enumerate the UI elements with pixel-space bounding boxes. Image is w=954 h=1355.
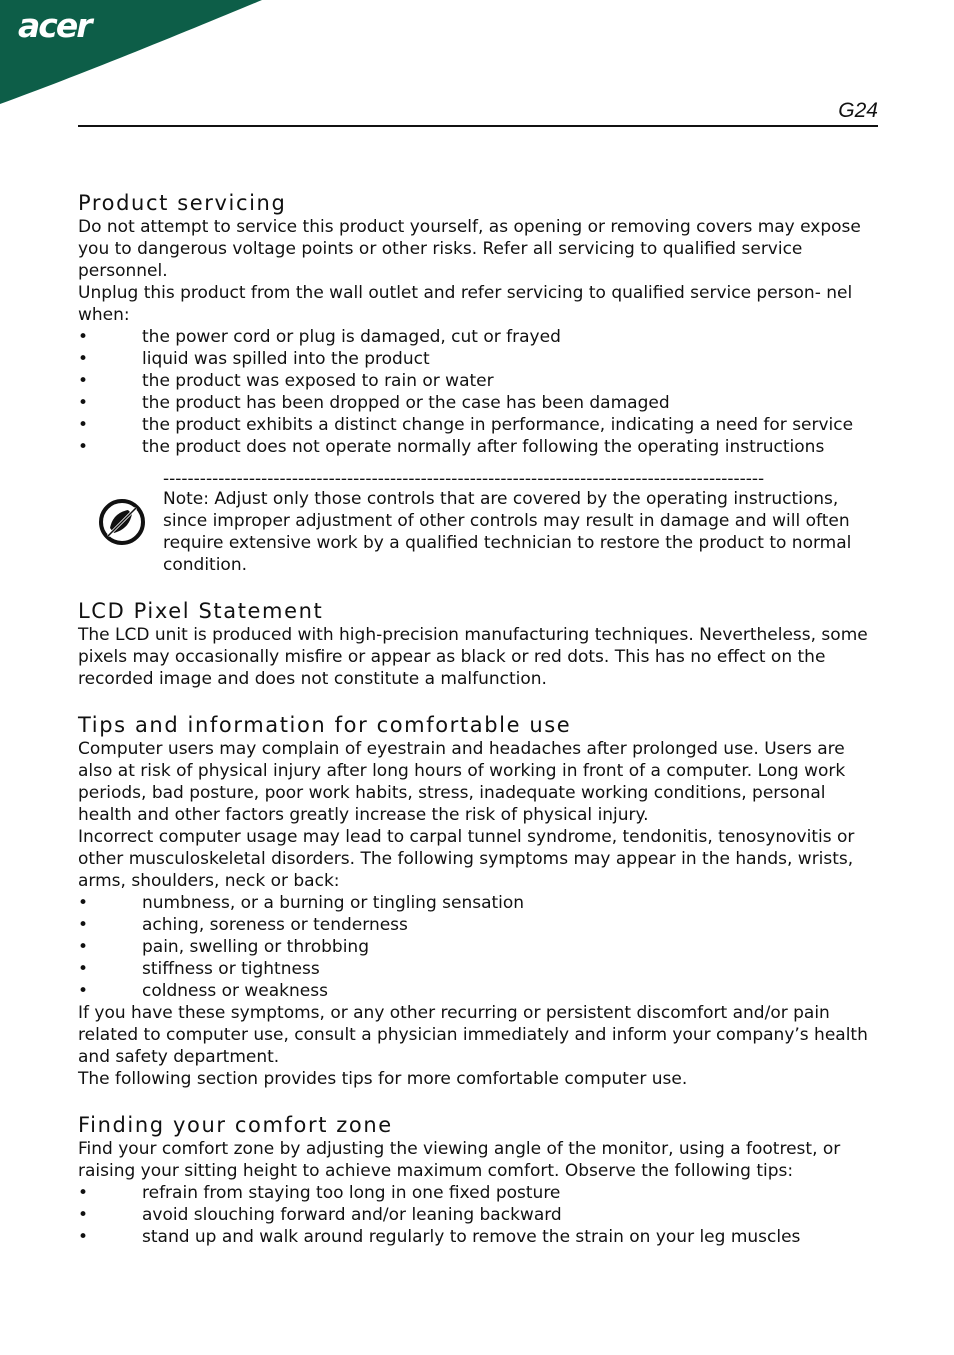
list-item-text: stiffness or tightness xyxy=(142,959,320,979)
paragraph: Find your comfort zone by adjusting the viewing angle of the monitor, using a footrest, or raising your sitting height to achieve maximum comfort. Observe the following tips: xyxy=(78,1139,841,1181)
bullet-glyph: • xyxy=(78,415,89,435)
list-item xyxy=(78,1204,878,1226)
list-item-text: stand up and walk around regularly to remove the strain on your leg muscles xyxy=(142,1227,801,1247)
note-separator: -------------------------------------------------------------------------------------------------- xyxy=(163,470,765,488)
note-box xyxy=(78,470,878,576)
list-item-text: coldness or weakness xyxy=(142,981,328,1001)
list-item xyxy=(78,348,878,370)
section-gap xyxy=(78,1090,878,1112)
list-item-text: the power cord or plug is damaged, cut or frayed xyxy=(142,327,561,347)
list-item xyxy=(78,392,878,414)
bullet-glyph: • xyxy=(78,393,89,413)
paragraph: Incorrect computer usage may lead to carpal tunnel syndrome, tendonitis, tenosynovitis or other musculoskeletal disorders. The following symptoms may appear in the hands, wrists, arms, shoulders, neck or back: xyxy=(78,827,855,891)
bullet-list xyxy=(78,1182,878,1248)
list-item xyxy=(78,1182,878,1204)
list-item-text: avoid slouching forward and/or leaning backward xyxy=(142,1205,562,1225)
list-item xyxy=(78,370,878,392)
section-lcd-pixel-statement xyxy=(78,598,878,690)
paragraph: If you have these symptoms, or any other recurring or persistent discomfort and/or pain related to computer use, consult a physician immediately and inform your company’s health and safety department. xyxy=(78,1003,868,1067)
list-item xyxy=(78,936,878,958)
list-item-text: pain, swelling or throbbing xyxy=(142,937,369,957)
section-comfortable-use xyxy=(78,712,878,1090)
bullet-glyph: • xyxy=(78,937,89,957)
bullet-glyph: • xyxy=(78,1183,89,1203)
section-comfort-zone xyxy=(78,1112,878,1248)
paragraph: Unplug this product from the wall outlet and refer servicing to qualified service person- nel when: xyxy=(78,283,853,325)
paragraph: Computer users may complain of eyestrain and headaches after prolonged use. Users are also at risk of physical injury after long hours of working in front of a computer. Long work periods, bad posture, poor work habits, stress, inadequate working conditions, personal health and other factors greatly increase the risk of physical injury. xyxy=(78,739,846,825)
page-content xyxy=(78,190,878,1248)
section-heading: Product servicing xyxy=(78,191,287,215)
list-item-text: the product has been dropped or the case has been damaged xyxy=(142,393,670,413)
list-item xyxy=(78,914,878,936)
list-item-text: aching, soreness or tenderness xyxy=(142,915,408,935)
section-gap xyxy=(78,690,878,712)
list-item-text: numbness, or a burning or tingling sensation xyxy=(142,893,525,913)
bullet-glyph: • xyxy=(78,371,89,391)
list-item-text: refrain from staying too long in one fixed posture xyxy=(142,1183,561,1203)
note-pencil-icon xyxy=(98,498,146,546)
list-item-text: liquid was spilled into the product xyxy=(142,349,430,369)
bullet-glyph: • xyxy=(78,1205,89,1225)
bullet-glyph: • xyxy=(78,981,89,1001)
list-item xyxy=(78,414,878,436)
list-item xyxy=(78,436,878,458)
bullet-list xyxy=(78,326,878,458)
section-gap xyxy=(78,576,878,598)
list-item xyxy=(78,980,878,1002)
bullet-list xyxy=(78,892,878,1002)
list-item-text: the product was exposed to rain or water xyxy=(142,371,494,391)
list-item-text: the product exhibits a distinct change in performance, indicating a need for service xyxy=(142,415,854,435)
acer-logo: acer xyxy=(18,6,91,45)
bullet-glyph: • xyxy=(78,327,89,347)
bullet-glyph: • xyxy=(78,349,89,369)
section-heading: Tips and information for comfortable use xyxy=(78,713,572,737)
bullet-glyph: • xyxy=(78,893,89,913)
paragraph: Do not attempt to service this product yourself, as opening or removing covers may expose you to dangerous voltage points or other risks. Refer all servicing to qualified service personnel. xyxy=(78,217,861,281)
paragraph: The following section provides tips for more comfortable computer use. xyxy=(78,1069,688,1089)
header-rule xyxy=(78,125,878,127)
list-item xyxy=(78,958,878,980)
bullet-glyph: • xyxy=(78,959,89,979)
model-name: G24 xyxy=(838,99,878,122)
list-item xyxy=(78,1226,878,1248)
bullet-glyph: • xyxy=(78,1227,89,1247)
section-heading: Finding your comfort zone xyxy=(78,1113,393,1137)
bullet-glyph: • xyxy=(78,915,89,935)
note-text: Note: Adjust only those controls that are covered by the operating instructions, since improper adjustment of other controls may result in damage and will often require extensive work by a qualified technician to restore the product to normal condition. xyxy=(163,489,852,575)
list-item xyxy=(78,326,878,348)
section-product-servicing xyxy=(78,190,878,576)
list-item-text: the product does not operate normally after following the operating instructions xyxy=(142,437,825,457)
bullet-glyph: • xyxy=(78,437,89,457)
section-heading: LCD Pixel Statement xyxy=(78,599,324,623)
paragraph: The LCD unit is produced with high-precision manufacturing techniques. Nevertheless, some pixels may occasionally misfire or appear as black or red dots. This has no effect on the recorded image and does not constitute a malfunction. xyxy=(78,625,868,689)
list-item xyxy=(78,892,878,914)
